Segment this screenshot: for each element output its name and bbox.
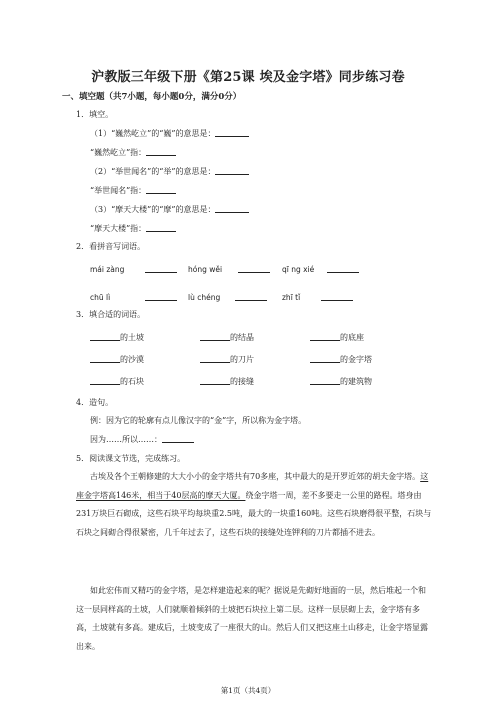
page-footer: 第1页（共4页）: [220, 686, 276, 695]
paragraph-text: 绕金字塔一周，差不多要走一公里的路程。塔身由231万块巨石砌成，这些石块平均每块重2.5吨，最大的一块重160吨。这些石块磨得很平整，石块与石块之间砌合得很紧密，几千年过去了，这些石块的接缝处连钾利的刀片都插不进去。: [76, 490, 432, 537]
q1-item-a2: [90, 147, 176, 158]
q4-label: 4．造句。: [76, 398, 114, 407]
answer-blank[interactable]: [200, 332, 230, 341]
q5-label: 5．阅读课文节选，完成练习。: [76, 454, 186, 463]
paragraph-text: 古埃及各个王朝修建的大大小小的金字塔共有70多座，其中最大的是开罗近郊的胡夫金字塔。: [90, 472, 421, 481]
reading-paragraph-1: [76, 468, 432, 542]
q1-item-c2: [90, 223, 176, 234]
answer-blank[interactable]: [146, 223, 176, 232]
answer-blank[interactable]: [327, 264, 359, 273]
pinyin-item: chū lì: [90, 293, 111, 302]
answer-blank[interactable]: [162, 434, 194, 443]
q3-label: 3．填合适的词语。: [76, 310, 146, 319]
q1-item-a: [90, 128, 249, 139]
q3-cell-text: 的结晶: [230, 333, 254, 342]
answer-blank[interactable]: [238, 264, 270, 273]
q3-cell: [200, 332, 254, 343]
q3-cell-text: 的沙漠: [120, 355, 144, 364]
q3-cell-text: 的刀片: [230, 355, 254, 364]
pinyin-item: mái zàng: [90, 265, 125, 274]
answer-blank[interactable]: [90, 376, 120, 385]
answer-blank[interactable]: [321, 292, 353, 301]
answer-blank[interactable]: [90, 354, 120, 363]
answer-blank[interactable]: [215, 166, 249, 175]
q3-cell: [90, 376, 144, 387]
q3-cell-text: 的底座: [340, 333, 364, 342]
q3-cell: [90, 332, 144, 343]
answer-blank[interactable]: [235, 292, 267, 301]
q1-item-b2-text: “举世闻名”指：: [90, 186, 147, 195]
pinyin-item: lù chéng: [188, 293, 221, 302]
q1-label: 1．填空。: [76, 110, 114, 119]
q4-prompt: [90, 434, 194, 445]
q1-item-b: [90, 166, 249, 177]
page-title: 沪教版三年级下册《第25课 埃及金字塔》同步练习卷: [91, 70, 405, 85]
pinyin-row: [188, 264, 270, 275]
q3-cell-text: 的金字塔: [340, 355, 372, 364]
answer-blank[interactable]: [145, 264, 177, 273]
underlined-sentence: 这座金字塔高146米，相当于40层高的摩天大厦。: [76, 472, 429, 500]
q3-cell: [90, 354, 144, 365]
q1-item-b2: [90, 185, 176, 196]
pinyin-row: [188, 292, 267, 303]
answer-blank[interactable]: [145, 292, 177, 301]
pinyin-row: [90, 264, 177, 275]
q1-item-a2-text: “巍然屹立”指：: [90, 148, 147, 157]
q3-cell: [310, 376, 372, 387]
q4-example: 例：因为它的轮廓有点儿像汉字的“金”字，所以称为金字塔。: [90, 416, 307, 425]
q3-cell-text: 的土坡: [120, 333, 144, 342]
q3-cell: [310, 332, 364, 343]
q1-item-c: [90, 204, 249, 215]
pinyin-item: hóng wěi: [188, 265, 223, 274]
q4-prompt-text: 因为……所以……：: [90, 435, 162, 444]
answer-blank[interactable]: [310, 354, 340, 363]
answer-blank[interactable]: [146, 185, 176, 194]
q2-label: 2．看拼音写词语。: [76, 242, 146, 251]
answer-blank[interactable]: [310, 376, 340, 385]
q3-cell: [310, 354, 372, 365]
pinyin-row: [282, 292, 353, 303]
answer-blank[interactable]: [200, 376, 230, 385]
pinyin-item: zhī tǐ: [282, 293, 301, 302]
q3-cell: [200, 354, 254, 365]
pinyin-row: [90, 292, 177, 303]
answer-blank[interactable]: [310, 332, 340, 341]
q3-cell: [200, 376, 254, 387]
answer-blank[interactable]: [146, 147, 176, 156]
answer-blank[interactable]: [215, 128, 249, 137]
q1-item-c-text: （3）“摩天大楼”的“摩”的意思是：: [90, 205, 216, 214]
answer-blank[interactable]: [90, 332, 120, 341]
section-heading: 一、填空题（共7小题，每小题0分，满分0分）: [62, 92, 242, 102]
q3-cell-text: 的建筑物: [340, 377, 372, 386]
q3-cell-text: 的石块: [120, 377, 144, 386]
pinyin-row: [282, 264, 359, 275]
pinyin-item: qī ng xié: [282, 265, 315, 274]
reading-paragraph-2: 如此宏伟而又精巧的金字塔，是怎样建造起来的呢？据说是先砌好地面的一层，然后堆起一个和这一层同样高的土坡，人们就顺着倾斜的土坡把石块拉上第二层。这样一层层砌上去，金字塔有多高，土坡就有多高。建成后，土坡变成了一座很大的山。然后人们又把这座土山移走，让金字塔显露出来。: [76, 586, 428, 651]
q1-item-a-text: （1）“巍然屹立”的“巍”的意思是：: [90, 129, 216, 138]
answer-blank[interactable]: [200, 354, 230, 363]
answer-blank[interactable]: [215, 204, 249, 213]
q1-item-c2-text: “摩天大楼”指：: [90, 224, 147, 233]
q1-item-b-text: （2）“举世闻名”的“举”的意思是：: [90, 167, 216, 176]
q3-cell-text: 的接缝: [230, 377, 254, 386]
